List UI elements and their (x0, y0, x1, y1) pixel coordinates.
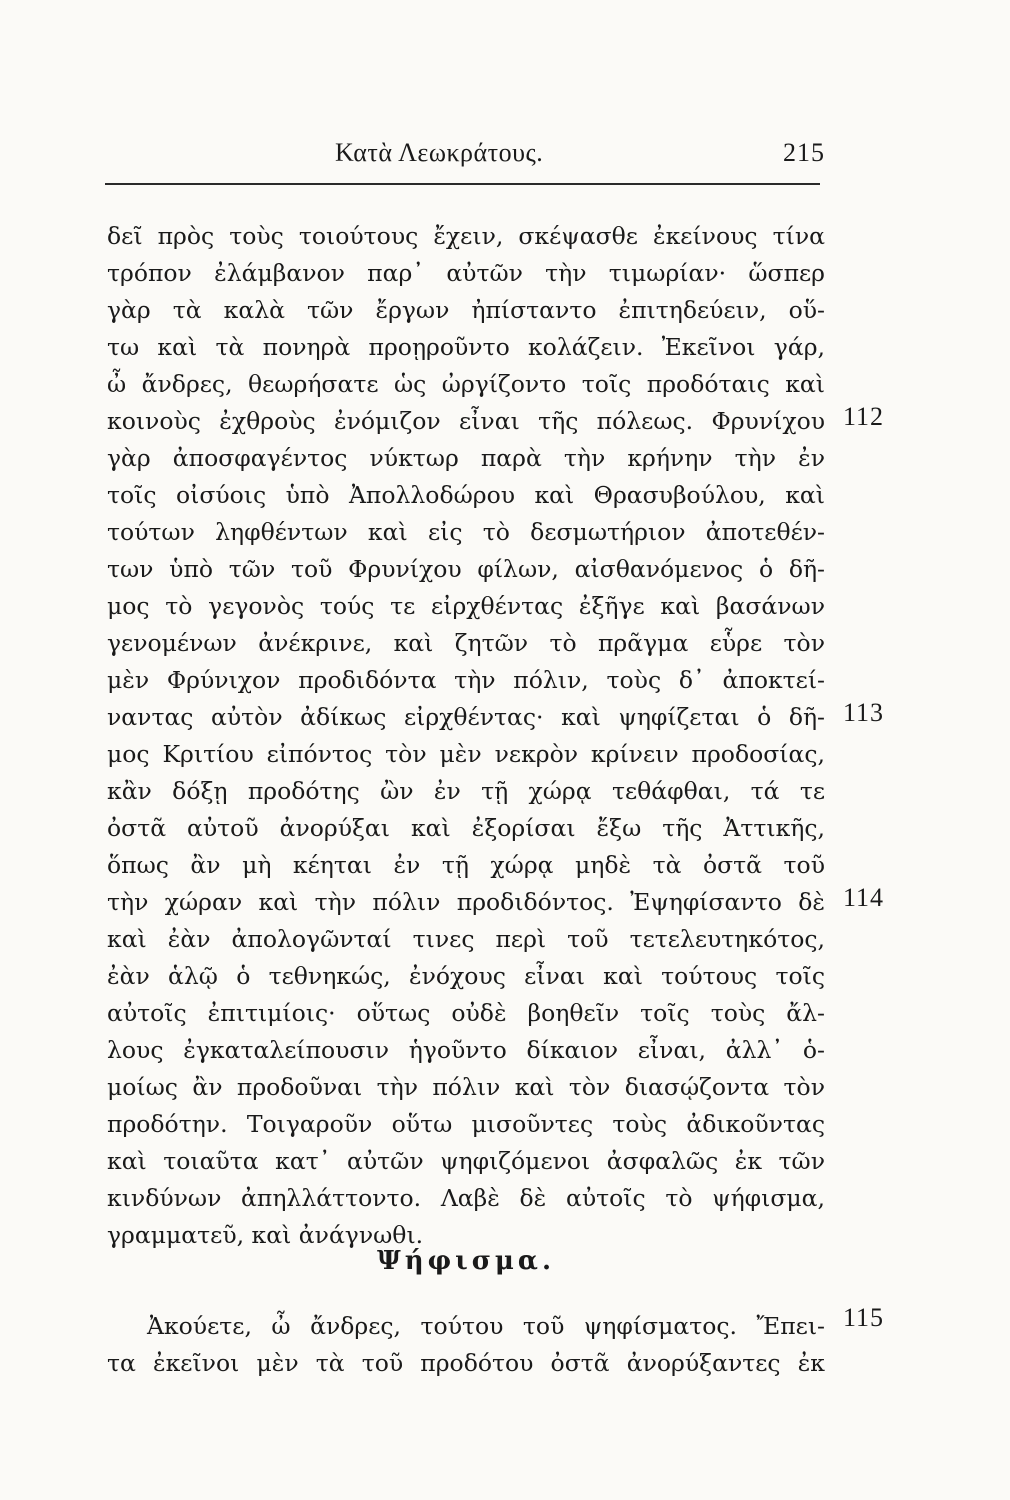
text-line: τὴν χώραν καὶ τὴν πόλιν προδιδόντος. Ἐψηφίσαντο δὲ (107, 888, 825, 916)
text-line: τα ἐκεῖνοι μὲν τὰ τοῦ προδότου ὀστᾶ ἀνορύξαντες ἐκ (107, 1349, 825, 1377)
text-line: αὐτοῖς ἐπιτιμίοις· οὕτως οὐδὲ βοηθεῖν τοῖς τοὺς ἄλ- (107, 999, 825, 1027)
text-line: γραμματεῦ, καὶ ἀνάγνωθι. (107, 1221, 424, 1249)
text-line: μος τὸ γεγονὸς τούς τε εἰρχθέντας ἐξῆγε καὶ βασάνων (107, 592, 825, 620)
section-heading: Ψήφισμα. (376, 1246, 555, 1276)
page-number: 215 (783, 138, 825, 167)
running-title: Κατὰ Λεωκράτους. (335, 138, 544, 167)
text-line: ὦ ἄνδρες, θεωρήσατε ὡς ὠργίζοντο τοῖς προδόταις καὶ (107, 370, 825, 398)
text-line: προδότην. Τοιγαροῦν οὕτω μισοῦντες τοὺς ἀδικοῦντας (107, 1110, 825, 1138)
text-line: των ὑπὸ τῶν τοῦ Φρυνίχου φίλων, αἰσθανόμενος ὁ δῆ- (107, 555, 825, 583)
text-line: λους ἐγκαταλείπουσιν ἡγοῦντο δίκαιον εἶναι, ἀλλ᾽ ὁ- (107, 1036, 825, 1064)
section-number: 114 (843, 883, 885, 912)
text-line: δεῖ πρὸς τοὺς τοιούτους ἔχειν, σκέψασθε ἐκείνους τίνα (107, 222, 825, 250)
text-line: καὶ ἐὰν ἀπολογῶνταί τινες περὶ τοῦ τετελευτηκότος, (107, 925, 825, 953)
section-number: 115 (843, 1303, 885, 1332)
section-number: 113 (843, 698, 885, 727)
text-line: ὀστᾶ αὐτοῦ ἀνορύξαι καὶ ἐξορίσαι ἔξω τῆς Ἀττικῆς, (107, 814, 825, 842)
text-line: μος Κριτίου εἰπόντος τὸν μὲν νεκρὸν κρίνειν προδοσίας, (107, 740, 825, 768)
text-line: γὰρ τὰ καλὰ τῶν ἔργων ἠπίσταντο ἐπιτηδεύειν, οὕ- (107, 296, 825, 324)
text-line: τοῖς οἰσύοις ὑπὸ Ἀπολλοδώρου καὶ Θρασυβούλου, καὶ (107, 481, 825, 509)
text-line: τρόπον ἐλάμβανον παρ᾽ αὐτῶν τὴν τιμωρίαν· ὥσπερ (107, 259, 825, 287)
text-line: ἐὰν ἁλῷ ὁ τεθνηκώς, ἐνόχους εἶναι καὶ τούτους τοῖς (107, 962, 825, 990)
text-line: γενομένων ἀνέκρινε, καὶ ζητῶν τὸ πρᾶγμα εὗρε τὸν (107, 629, 825, 657)
text-line: τω καὶ τὰ πονηρὰ προῃροῦντο κολάζειν. Ἐκεῖνοι γάρ, (107, 333, 825, 361)
text-line: κοινοὺς ἐχθροὺς ἐνόμιζον εἶναι τῆς πόλεως. Φρυνίχου (107, 407, 825, 435)
header-rule (105, 183, 820, 185)
text-line: ναντας αὐτὸν ἀδίκως εἰρχθέντας· καὶ ψηφίζεται ὁ δῆ- (107, 703, 825, 731)
text-line: τούτων ληφθέντων καὶ εἰς τὸ δεσμωτήριον ἀποτεθέν- (107, 518, 825, 546)
text-line: ὅπως ἂν μὴ κέηται ἐν τῇ χώρᾳ μηδὲ τὰ ὀστᾶ τοῦ (107, 851, 825, 879)
text-line: κινδύνων ἀπηλλάττοντο. Λαβὲ δὲ αὐτοῖς τὸ ψήφισμα, (107, 1184, 825, 1212)
section-number: 112 (843, 402, 885, 431)
text-line: μοίως ἂν προδοῦναι τὴν πόλιν καὶ τὸν διασῴζοντα τὸν (107, 1073, 825, 1101)
text-line: Ἀκούετε, ὦ ἄνδρες, τούτου τοῦ ψηφίσματος. Ἔπει- (147, 1312, 825, 1340)
text-line: γὰρ ἀποσφαγέντος νύκτωρ παρὰ τὴν κρήνην τὴν ἐν (107, 444, 825, 472)
text-line: καὶ τοιαῦτα κατ᾽ αὐτῶν ψηφιζόμενοι ἀσφαλῶς ἐκ τῶν (107, 1147, 825, 1175)
text-line: μὲν Φρύνιχον προδιδόντα τὴν πόλιν, τοὺς δ᾽ ἀποκτεί- (107, 666, 825, 694)
tail-text (107, 1308, 825, 1382)
running-head (105, 134, 825, 174)
text-line: κἂν δόξῃ προδότης ὢν ἐν τῇ χώρᾳ τεθάφθαι, τά τε (107, 777, 825, 805)
body-text (107, 218, 825, 1254)
